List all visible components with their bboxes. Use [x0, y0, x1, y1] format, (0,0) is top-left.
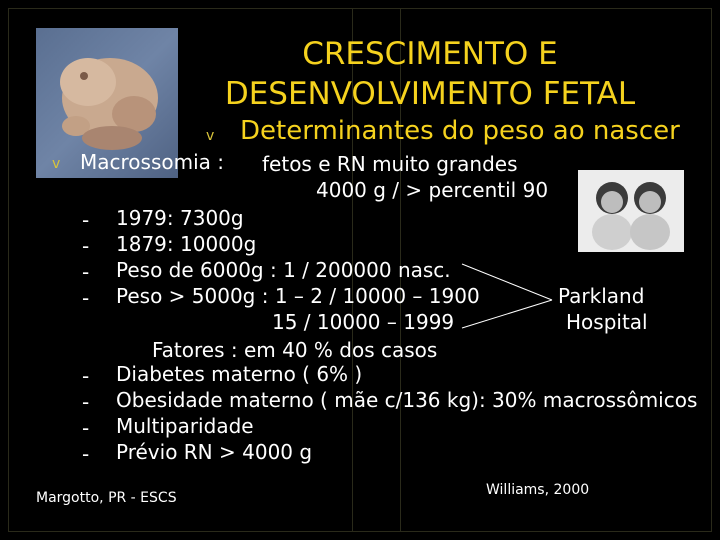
list-dash: - — [82, 234, 90, 258]
list-item: Peso > 5000g : 1 – 2 / 10000 – 1900 — [116, 284, 480, 308]
list-item: Peso de 6000g : 1 / 200000 nasc. — [116, 258, 451, 282]
title-line-1: CRESCIMENTO E — [302, 36, 558, 72]
bullet-icon: v — [52, 156, 61, 172]
factor-item: Multiparidade — [116, 414, 254, 438]
factor-item: Diabetes materno ( 6% ) — [116, 362, 363, 386]
list-item-continuation: 15 / 10000 – 1999 — [272, 310, 455, 334]
list-dash: - — [82, 442, 90, 466]
list-dash: - — [82, 364, 90, 388]
list-item: 1979: 7300g — [116, 206, 244, 230]
factor-item: Prévio RN > 4000 g — [116, 440, 313, 464]
list-dash: - — [82, 260, 90, 284]
macrossomia-label: Macrossomia : — [80, 150, 224, 174]
author-credit: Margotto, PR - ESCS — [36, 490, 177, 506]
babies-photo — [578, 170, 684, 252]
factor-item: Obesidade materno ( mãe c/136 kg): 30% macrossômicos — [116, 388, 698, 412]
macrossomia-threshold: 4000 g / > percentil 90 — [316, 178, 549, 202]
title-line-2: DESENVOLVIMENTO FETAL — [224, 76, 636, 112]
list-item: 1879: 10000g — [116, 232, 257, 256]
list-dash: - — [82, 286, 90, 310]
bullet-icon: v — [206, 128, 215, 144]
fatores-heading: Fatores : em 40 % dos casos — [152, 338, 438, 362]
hospital-label: Hospital — [566, 310, 648, 334]
list-dash: - — [82, 416, 90, 440]
subtitle: Determinantes do peso ao nascer — [240, 116, 680, 146]
slide-title — [185, 34, 675, 114]
connector-lines — [460, 258, 560, 338]
parkland-label: Parkland — [558, 284, 645, 308]
list-dash: - — [82, 390, 90, 414]
citation: Williams, 2000 — [486, 482, 590, 498]
macrossomia-definition: fetos e RN muito grandes — [262, 152, 518, 176]
list-dash: - — [82, 208, 90, 232]
